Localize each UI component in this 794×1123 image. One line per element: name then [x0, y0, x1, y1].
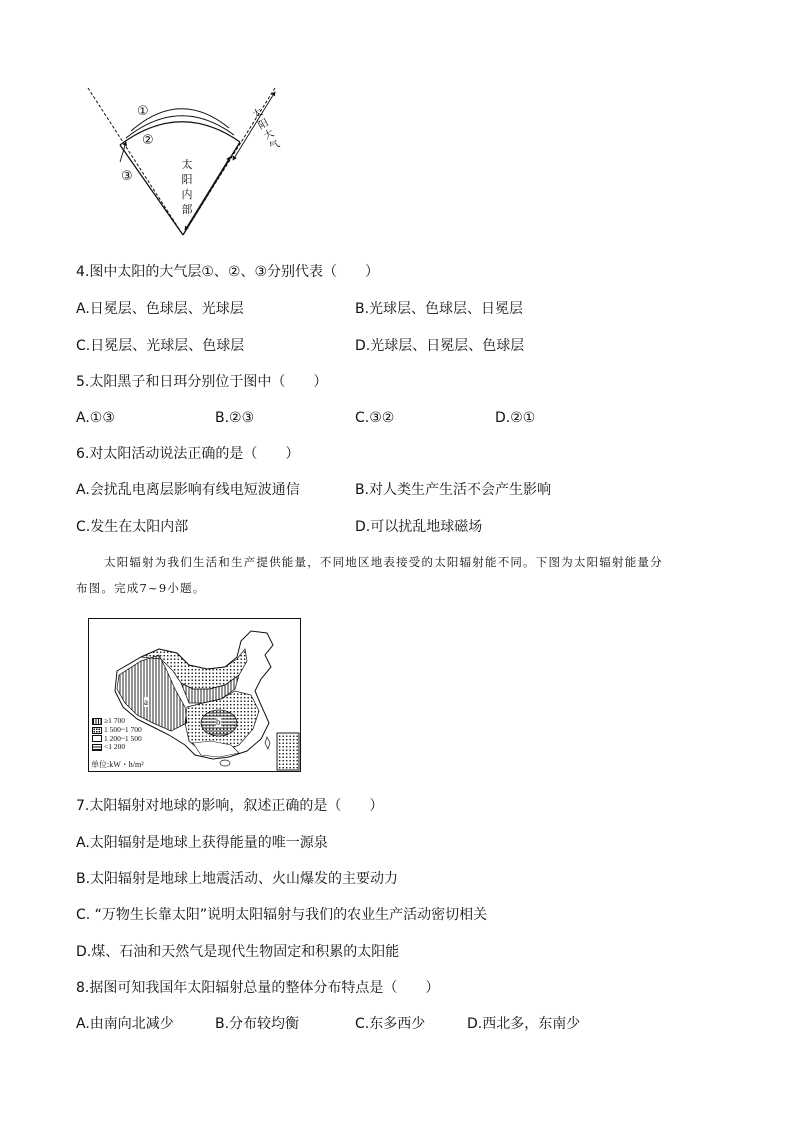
question-8-option-c: C.东多西少 [355, 1016, 426, 1032]
reading-intro [76, 549, 726, 601]
question-4-option-c: C.日冕层、光球层、色球层 [76, 338, 245, 354]
question-5-stem: 5.太阳黑子和日珥分别位于图中（ ） [76, 374, 328, 390]
question-5-option-c: C.③② [355, 410, 395, 426]
question-5-option-d: D.②① [495, 410, 536, 426]
layer-label-3: ③ [121, 169, 133, 184]
map-region-b-label: b [216, 717, 221, 727]
question-4-option-b: B.光球层、色球层、日冕层 [355, 301, 524, 317]
question-8-stem: 8.据图可知我国年太阳辐射总量的整体分布特点是（ ） [76, 980, 440, 996]
question-4-stem: 4.图中太阳的大气层①、②、③分别代表（ ） [76, 264, 380, 280]
legend-item-2: 1 500~1 700 [92, 726, 142, 735]
question-7-option-c: C. “万物生长靠太阳”说明太阳辐射与我们的农业生产活动密切相关 [76, 907, 488, 923]
map-region-a-label: a [144, 697, 148, 707]
question-6-stem: 6.对太阳活动说法正确的是（ ） [76, 446, 300, 462]
intro-line-1: 太阳辐射为我们生活和生产提供能量，不同地区地表接受的太阳辐射能不同。下图为太阳辐射能量分 [104, 555, 663, 569]
question-7-option-a: A.太阳辐射是地球上获得能量的唯一源泉 [76, 835, 328, 851]
layer-label-2: ② [142, 133, 154, 148]
legend-swatch-vertical [92, 718, 102, 725]
map-unit-label: 单位:kW・h/m² [91, 760, 144, 769]
question-7-option-b: B.太阳辐射是地球上地震活动、火山爆发的主要动力 [76, 871, 399, 887]
legend-swatch-dotted [92, 727, 102, 734]
legend-swatch-horizontal [92, 744, 102, 751]
question-6-option-c: C.发生在太阳内部 [76, 519, 189, 535]
question-4-option-d: D.光球层、日冕层、色球层 [355, 338, 525, 354]
question-6-option-b: B.对人类生产生活不会产生影响 [355, 482, 552, 498]
question-4-option-a: A.日冕层、色球层、光球层 [76, 301, 244, 317]
sun-interior-label: 太 阳 内 部 [181, 158, 193, 216]
question-7-stem: 7.太阳辐射对地球的影响，叙述正确的是（ ） [76, 798, 384, 814]
intro-line-2: 布图。完成7~9小题。 [76, 581, 206, 595]
question-6-option-a: A.会扰乱电离层影响有线电短波通信 [76, 482, 300, 498]
question-8-option-a: A.由南向北减少 [76, 1016, 174, 1032]
question-6-option-d: D.可以扰乱地球磁场 [355, 519, 483, 535]
legend-item-1: ≥1 700 [92, 717, 142, 726]
sun-atmosphere-label: 太 阳 大 气 [250, 106, 282, 154]
question-8-option-d: D.西北多，东南少 [467, 1016, 581, 1032]
question-8-option-b: B.分布较均衡 [215, 1016, 300, 1032]
question-5-option-a: A.①③ [76, 410, 115, 426]
layer-label-1: ① [137, 104, 149, 119]
legend-item-3: 1 200~1 500 [92, 735, 142, 744]
question-5-option-b: B.②③ [215, 410, 255, 426]
legend-swatch-blank [92, 735, 102, 742]
question-7-option-d: D.煤、石油和天然气是现代生物固定和积累的太阳能 [76, 944, 400, 960]
map-legend [92, 717, 142, 752]
legend-item-4: <1 200 [92, 743, 142, 752]
